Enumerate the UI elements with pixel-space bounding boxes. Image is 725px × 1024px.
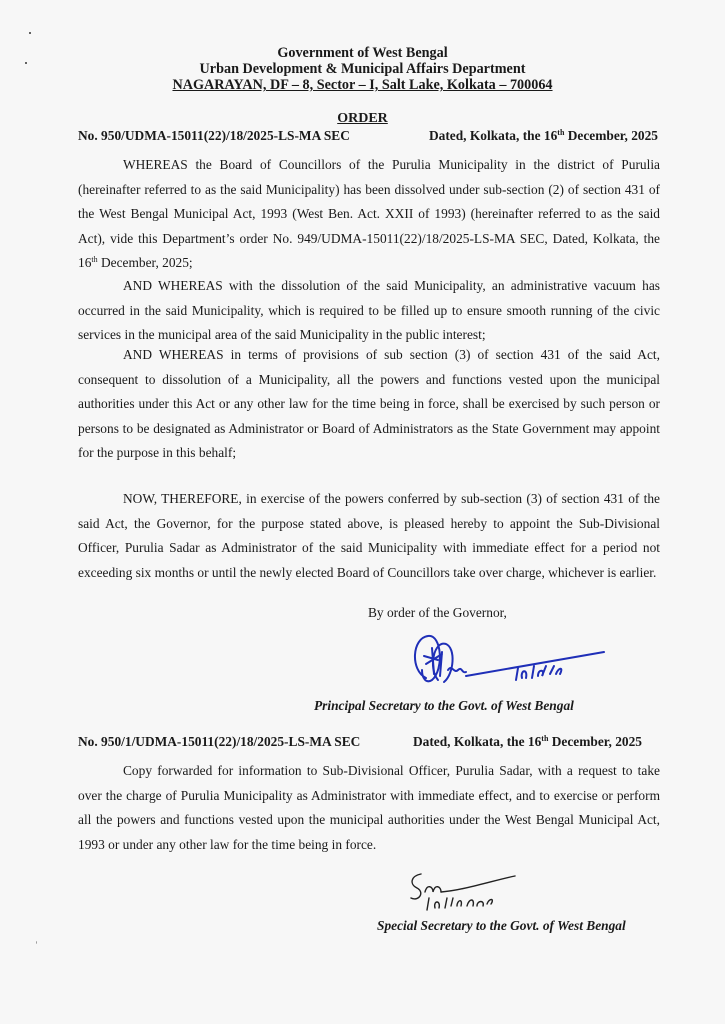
order-paragraph-3: AND WHEREAS in terms of provisions of sub section (3) of section 431 of the said Act, consequent to dissolution of a Municipality, all the powers and functions vested upon the municipal authorities under this Act or any other law for the time being in force, shall be exercised by such person or persons to be designated as Administrator or Board of Administrators as the State Government may appoint for the purpose in this behalf; <box>78 347 660 460</box>
order-paragraph-2: AND WHEREAS with the dissolution of the said Municipality, an administrative vacuum has occurred in the said Municipality, which is required to be filled up to ensure smooth running of the civic services in the municipal area of the said Municipality in the public interest; <box>78 278 660 342</box>
principal-secretary-signature <box>408 630 608 700</box>
scan-speck <box>29 32 31 34</box>
copy-reference-line <box>78 734 664 750</box>
special-secretary-title: Special Secretary to the Govt. of West Bengal <box>377 918 626 933</box>
copy-paragraph: Copy forwarded for information to Sub-Divisional Officer, Purulia Sadar, with a request to take over the charge of Purulia Municipality as Administrator with immediate effect, and to exercise or perform all the powers and functions vested upon the municipal authorities under the West Bengal Municipal Act, 1993 or under any other law for the time being in force. <box>78 763 660 852</box>
letterhead <box>0 45 725 93</box>
scan-speck <box>36 941 37 944</box>
order-number: No. 950/UDMA-15011(22)/18/2025-LS-MA SEC <box>78 128 350 143</box>
order-reference-line <box>78 128 664 144</box>
copy-date: Dated, Kolkata, the 16th December, 2025 <box>412 734 642 749</box>
letterhead-government: Government of West Bengal <box>277 45 448 61</box>
order-paragraph-1: WHEREAS the Board of Councillors of the Purulia Municipality in the district of Purulia (hereinafter referred to as the said Municipality) has been dissolved under sub-section (2) of section 431 of the West Bengal Municipal Act, 1993 (West Ben. Act. XXII of 1993) (hereinafter referred to as the said Act), vide this Department’s order No. 949/UDMA-15011(22)/18/2025-LS-MA SEC, Dated, Kolkata, the 16th December, 2025; <box>78 157 660 270</box>
principal-secretary-title: Principal Secretary to the Govt. of West Bengal <box>314 698 574 713</box>
order-paragraph-4: NOW, THEREFORE, in exercise of the powers conferred by sub-section (3) of section 431 of the said Act, the Governor, for the purpose stated above, is pleased hereby to appoint the Sub-Divisional Officer, Purulia Sadar as Administrator of the said Municipality with immediate effect for a period not exceeding six months or until the newly elected Board of Councillors take over charge, whichever is earlier. <box>78 491 660 580</box>
by-order-text: By order of the Governor, <box>368 605 507 620</box>
letterhead-address: NAGARAYAN, DF – 8, Sector – I, Salt Lake, Kolkata – 700064 <box>172 77 553 93</box>
copy-number: No. 950/1/UDMA-15011(22)/18/2025-LS-MA SEC <box>78 734 361 749</box>
special-secretary-signature <box>405 870 545 918</box>
order-title: ORDER <box>337 111 388 126</box>
letterhead-department: Urban Development & Municipal Affairs Department <box>199 61 526 77</box>
order-date: Dated, Kolkata, the 16th December, 2025 <box>428 128 658 143</box>
